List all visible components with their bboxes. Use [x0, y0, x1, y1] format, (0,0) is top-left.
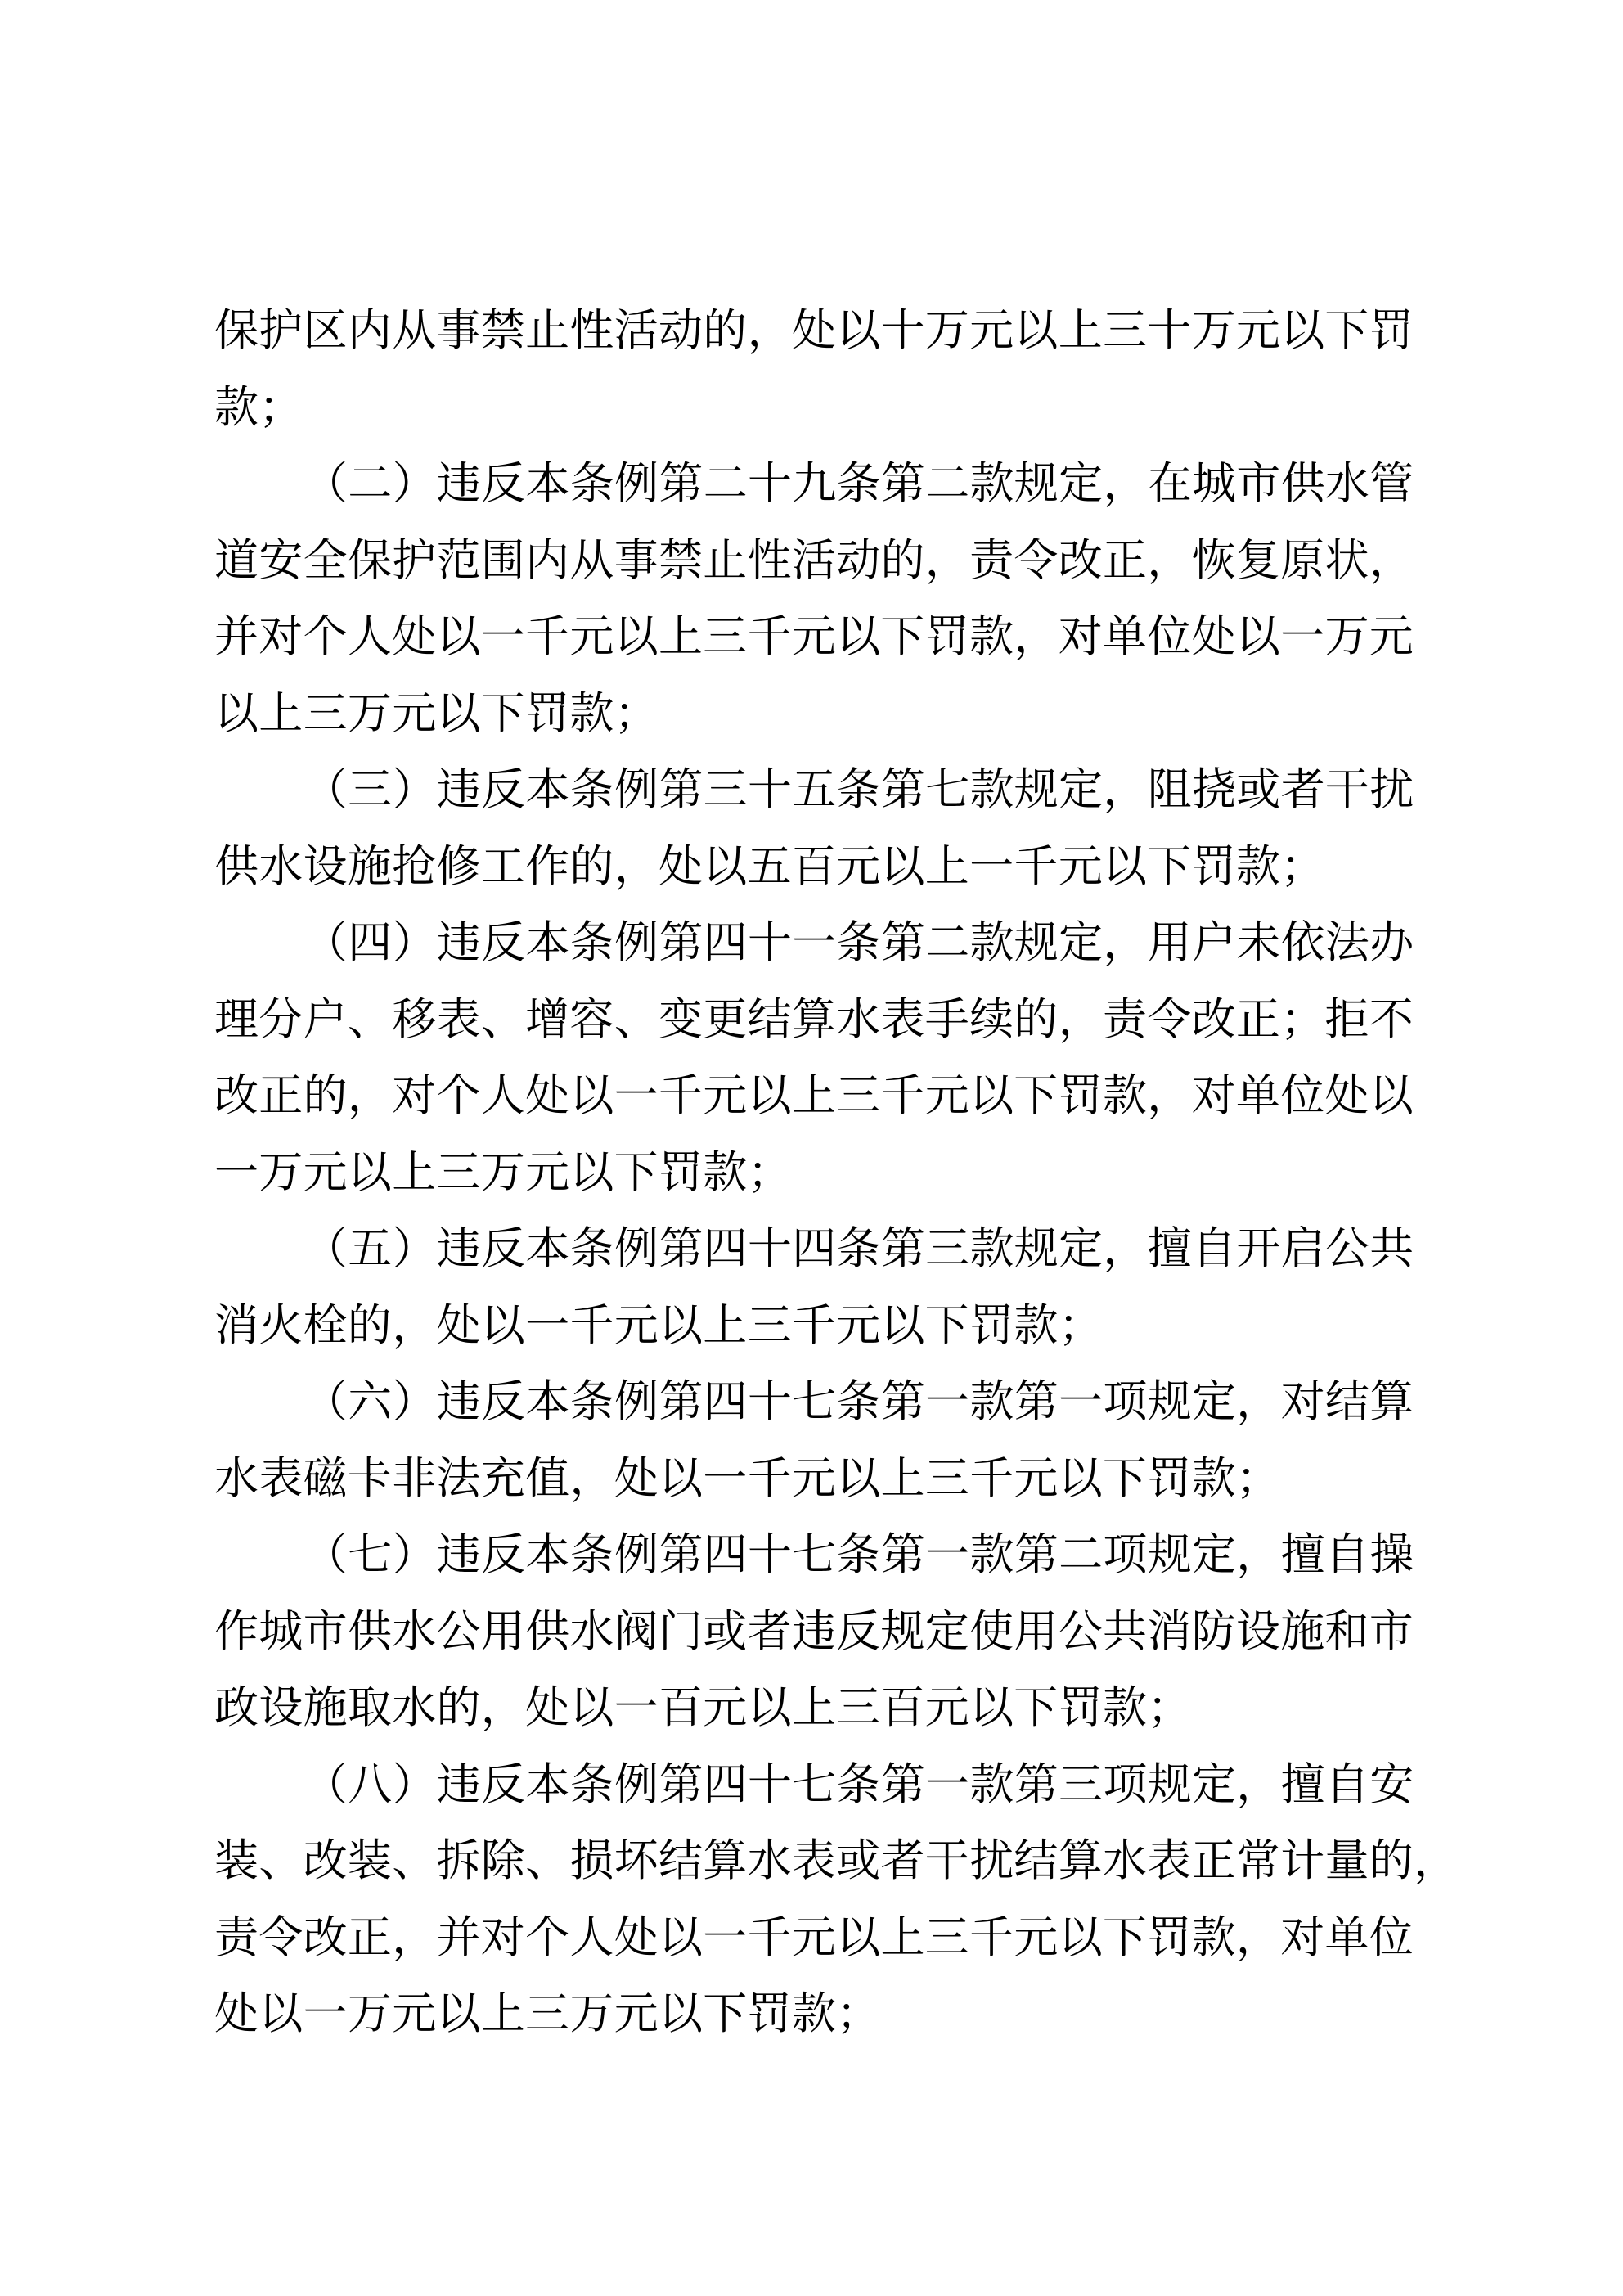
text-line-18: 作城市供水公用供水阀门或者违反规定使用公共消防设施和市 — [214, 1606, 1414, 1656]
text-line-19: 政设施取水的，处以一百元以上三百元以下罚款； — [214, 1683, 1192, 1732]
text-line-20: （八）违反本条例第四十七条第一款第三项规定，擅自安 — [303, 1759, 1414, 1809]
text-line-13: （五）违反本条例第四十四条第三款规定，擅自开启公共 — [303, 1224, 1414, 1273]
text-line-17: （七）违反本条例第四十七条第一款第二项规定，擅自操 — [303, 1530, 1414, 1579]
text-line-1: 保护区内从事禁止性活动的，处以十万元以上三十万元以下罚 — [214, 306, 1414, 355]
text-line-21: 装、改装、拆除、损坏结算水表或者干扰结算水表正常计量的， — [214, 1836, 1459, 1885]
text-line-14: 消火栓的，处以一千元以上三千元以下罚款； — [214, 1300, 1103, 1350]
text-line-4: 道安全保护范围内从事禁止性活动的，责令改正，恢复原状， — [214, 535, 1414, 585]
text-line-22: 责令改正，并对个人处以一千元以上三千元以下罚款，对单位 — [214, 1912, 1414, 1962]
text-line-12: 一万元以上三万元以下罚款； — [214, 1147, 792, 1197]
text-line-2: 款； — [214, 382, 303, 432]
text-line-9: （四）违反本条例第四十一条第二款规定，用户未依法办 — [303, 918, 1414, 967]
text-line-10: 理分户、移表、增容、变更结算水表手续的，责令改正；拒不 — [214, 994, 1414, 1044]
text-line-3: （二）违反本条例第二十九条第二款规定，在城市供水管 — [303, 459, 1414, 508]
text-line-16: 水表磁卡非法充值，处以一千元以上三千元以下罚款； — [214, 1453, 1281, 1503]
document-text-block — [214, 293, 1459, 2053]
text-line-11: 改正的，对个人处以一千元以上三千元以下罚款，对单位处以 — [214, 1071, 1414, 1120]
text-line-8: 供水设施抢修工作的，处以五百元以上一千元以下罚款； — [214, 841, 1325, 891]
text-line-5: 并对个人处以一千元以上三千元以下罚款，对单位处以一万元 — [214, 612, 1414, 661]
text-line-6: 以上三万元以下罚款； — [214, 688, 659, 738]
text-line-23: 处以一万元以上三万元以下罚款； — [214, 1989, 881, 2038]
text-line-7: （三）违反本条例第三十五条第七款规定，阻挠或者干扰 — [303, 765, 1414, 814]
text-line-15: （六）违反本条例第四十七条第一款第一项规定，对结算 — [303, 1377, 1414, 1426]
